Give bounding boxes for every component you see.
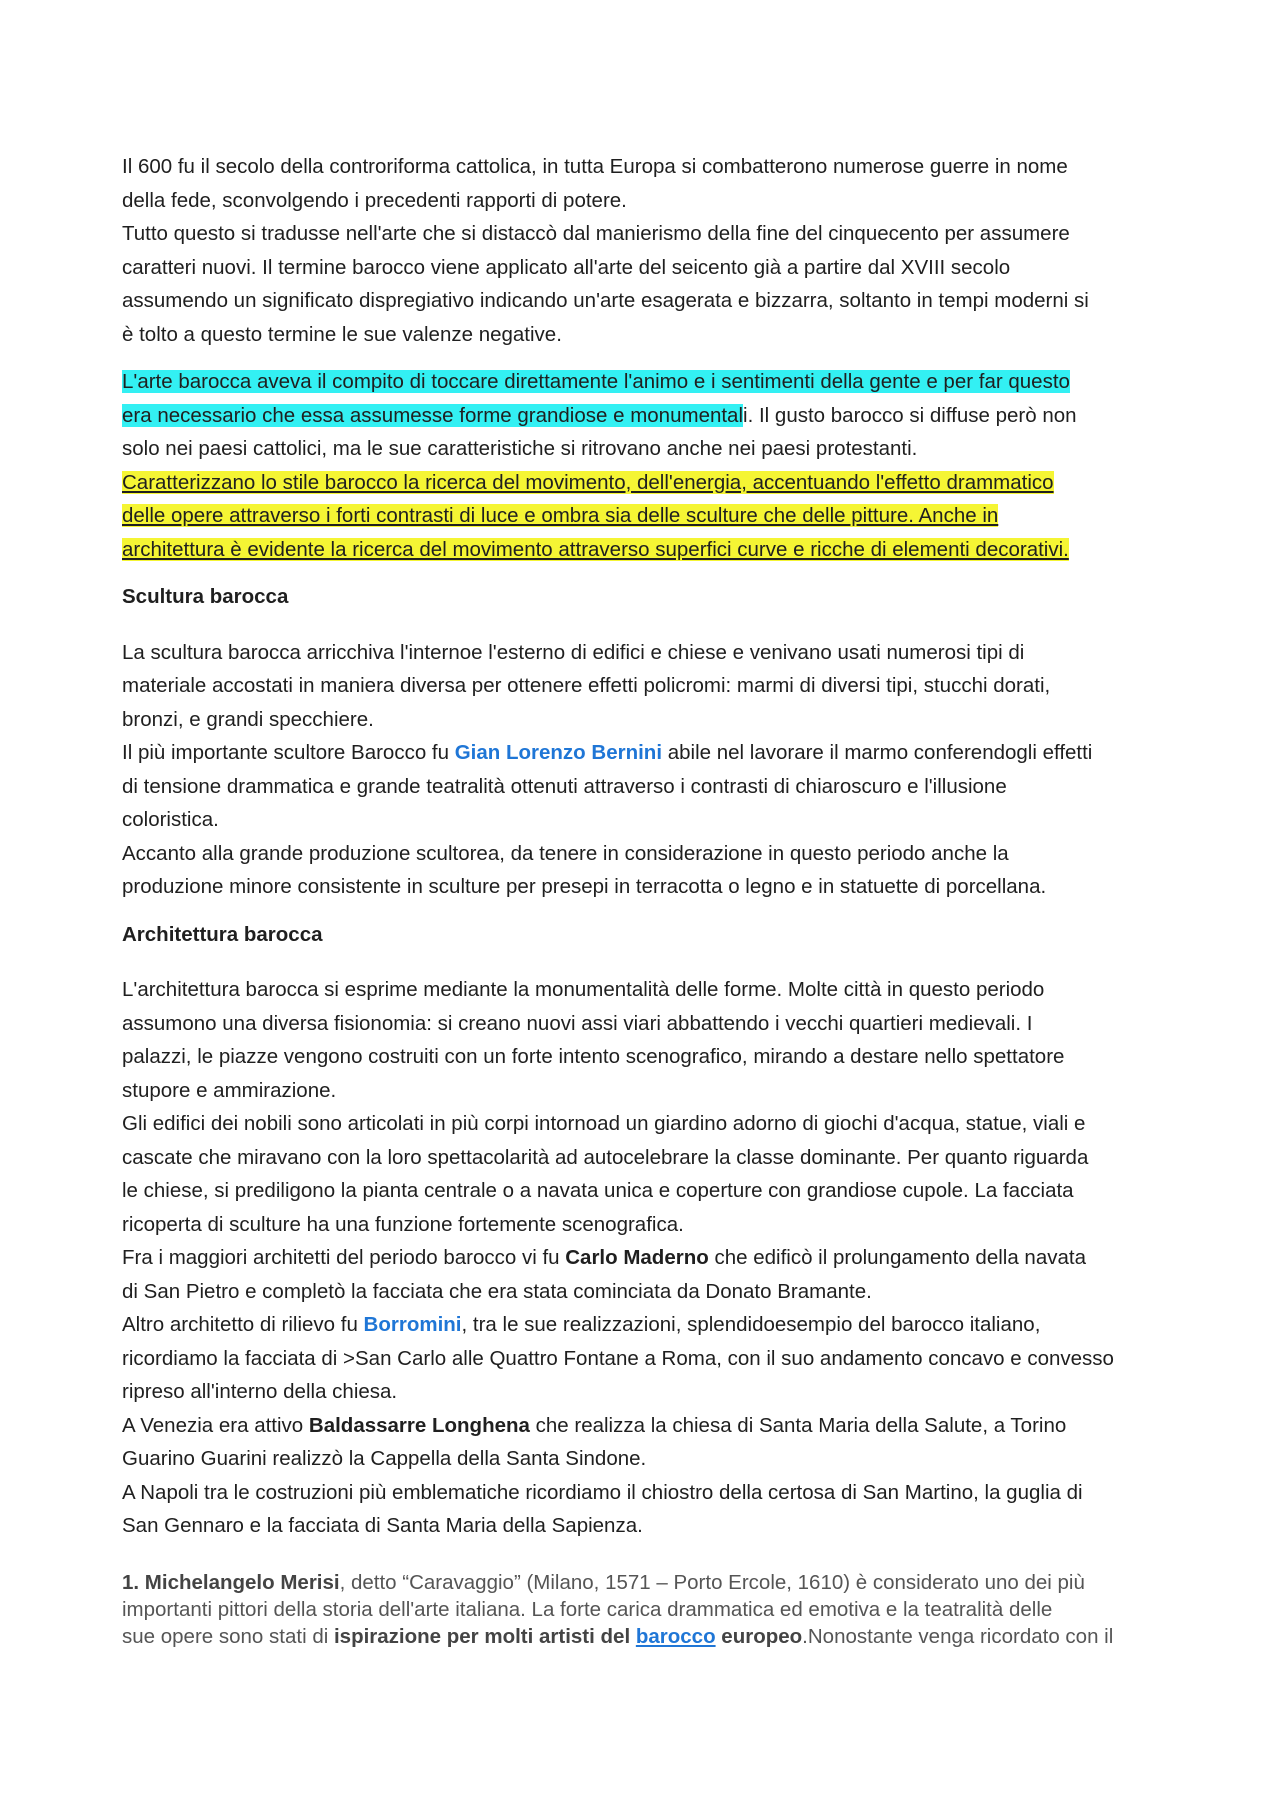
scultura-paragraph bbox=[122, 636, 1162, 904]
text-run: , detto “Caravaggio” (Milano, 1571 – Porto Ercole, 1610) è considerato uno dei più bbox=[339, 1570, 1085, 1594]
cyan-highlight: era necessario che essa assumesse forme grandiose e monumental bbox=[122, 403, 744, 427]
text-line: L'architettura barocca si esprime mediante la monumentalità delle forme. Molte città in questo periodo bbox=[122, 978, 1045, 1001]
text-run: Il più importante scultore Barocco fu bbox=[122, 741, 455, 764]
cyan-highlight: L'arte barocca aveva il compito di toccare direttamente l'animo e i sentimenti della gente e per far questo bbox=[122, 370, 1070, 393]
barocco-paragraph bbox=[122, 365, 1162, 566]
text-line: coloristica. bbox=[122, 808, 219, 831]
text-line: Guarino Guarini realizzò la Cappella della Santa Sindone. bbox=[122, 1447, 647, 1470]
text-line: La scultura barocca arricchiva l'internoe l'esterno di edifici e chiese e venivano usati numerosi tipi di bbox=[122, 640, 1025, 664]
text-run: .Nonostante venga ricordato con il bbox=[802, 1624, 1114, 1648]
text-line: ripreso all'interno della chiesa. bbox=[122, 1380, 398, 1403]
text-line: solo nei paesi cattolici, ma le sue caratteristiche si ritrovano anche nei paesi protestanti. bbox=[122, 437, 918, 460]
text-line: stupore e ammirazione. bbox=[122, 1078, 337, 1102]
text-run: che edificò il prolungamento della navata bbox=[708, 1246, 1086, 1269]
bold-run: ispirazione per molti artisti del bbox=[333, 1624, 636, 1648]
longhena-name: Baldassarre Longhena bbox=[308, 1413, 530, 1437]
text-run: i. Il gusto barocco si diffuse però non bbox=[743, 403, 1077, 427]
caravaggio-name: 1. Michelangelo Merisi bbox=[122, 1570, 340, 1594]
text-line: palazzi, le piazze vengono costruiti con un forte intento scenografico, mirando a destare nello spettatore bbox=[122, 1045, 1065, 1068]
text-line: importanti pittori della storia dell'arte italiana. La forte carica drammatica ed emotiva e la teatralità delle bbox=[122, 1597, 1053, 1621]
text-line: San Gennaro e la facciata di Santa Maria della Sapienza. bbox=[122, 1514, 643, 1537]
text-line: di tensione drammatica e grande teatralità ottenuti attraverso i contrasti di chiaroscuro e l'illusione bbox=[122, 774, 1007, 798]
text-run: che realizza la chiesa di Santa Maria della Salute, a Torino bbox=[529, 1413, 1067, 1437]
text-line: ricordiamo la facciata di >San Carlo alle Quattro Fontane a Roma, con il suo andamento concavo e convesso bbox=[122, 1346, 1114, 1370]
architettura-paragraph bbox=[122, 973, 1162, 1543]
section-heading-architettura: Architettura barocca bbox=[122, 922, 323, 946]
text-line: A Napoli tra le costruzioni più emblematiche ricordiamo il chiostro della certosa di San Martino, la guglia di bbox=[122, 1480, 1083, 1504]
yellow-highlight: architettura è evidente la ricerca del movimento attraverso superfici curve e ricche di elementi decorativi. bbox=[122, 537, 1069, 561]
text-run: , tra le sue realizzazioni, splendidoesempio del barocco italiano, bbox=[461, 1313, 1041, 1336]
section-heading-scultura: Scultura barocca bbox=[122, 585, 289, 608]
text-line: ricoperta di sculture ha una funzione fortemente scenografica. bbox=[122, 1212, 684, 1236]
caravaggio-paragraph bbox=[122, 1569, 1162, 1650]
text-run: abile nel lavorare il marmo conferendogli effetti bbox=[662, 741, 1093, 764]
borromini-link[interactable]: Borromini bbox=[363, 1313, 462, 1336]
text-line: assumendo un significato dispregiativo indicando un'arte esagerata e bizzarra, soltanto in tempi moderni si bbox=[122, 289, 1089, 312]
intro-paragraph-1 bbox=[122, 150, 1162, 351]
text-run: Altro architetto di rilievo fu bbox=[122, 1313, 364, 1336]
text-line: bronzi, e grandi specchiere. bbox=[122, 707, 374, 731]
text-line: le chiese, si prediligono la pianta centrale o a navata unica e coperture con grandiose cupole. La facciata bbox=[122, 1179, 1074, 1202]
text-line: assumono una diversa fisionomia: si creano nuovi assi viari abbattendo i vecchi quartieri medievali. I bbox=[122, 1011, 1033, 1035]
text-line: caratteri nuovi. Il termine barocco viene applicato all'arte del seicento già a partire dal XVIII secolo bbox=[122, 255, 1011, 279]
text-line: di San Pietro e completò la facciata che era stata cominciata da Donato Bramante. bbox=[122, 1279, 872, 1303]
text-run: Fra i maggiori architetti del periodo barocco vi fu bbox=[122, 1246, 566, 1269]
maderno-name: Carlo Maderno bbox=[565, 1246, 709, 1269]
text-line: Tutto questo si tradusse nell'arte che si distaccò dal manierismo della fine del cinquecento per assumere bbox=[122, 222, 1070, 245]
text-line: Il 600 fu il secolo della controriforma cattolica, in tutta Europa si combatterono numerose guerre in nome bbox=[122, 155, 1068, 178]
bold-run: europeo bbox=[715, 1624, 803, 1648]
text-line: cascate che miravano con la loro spettacolarità ad autocelebrare la classe dominante. Per quanto riguarda bbox=[122, 1145, 1089, 1169]
text-line: della fede, sconvolgendo i precedenti rapporti di potere. bbox=[122, 188, 627, 212]
yellow-highlight: Caratterizzano lo stile barocco la ricerca del movimento, dell'energia, accentuando l'effetto drammatico bbox=[122, 470, 1054, 494]
text-line: è tolto a questo termine le sue valenze negative. bbox=[122, 322, 562, 346]
text-line: materiale accostati in maniera diversa per ottenere effetti policromi: marmi di diversi tipi, stucchi dorati, bbox=[122, 674, 1051, 697]
text-run: A Venezia era attivo bbox=[122, 1413, 309, 1437]
text-line: produzione minore consistente in sculture per presepi in terracotta o legno e in statuette di porcellana. bbox=[122, 875, 1047, 898]
barocco-link[interactable]: barocco bbox=[635, 1624, 716, 1648]
bernini-link[interactable]: Gian Lorenzo Bernini bbox=[454, 741, 663, 764]
text-line: Gli edifici dei nobili sono articolati in più corpi intornoad un giardino adorno di giochi d'acqua, statue, viali e bbox=[122, 1112, 1086, 1135]
text-line: Accanto alla grande produzione scultorea, da tenere in considerazione in questo periodo anche la bbox=[122, 841, 1009, 865]
text-run: sue opere sono stati di bbox=[122, 1624, 334, 1648]
yellow-highlight: delle opere attraverso i forti contrasti di luce e ombra sia delle sculture che delle pitture. Anche in bbox=[122, 504, 999, 527]
